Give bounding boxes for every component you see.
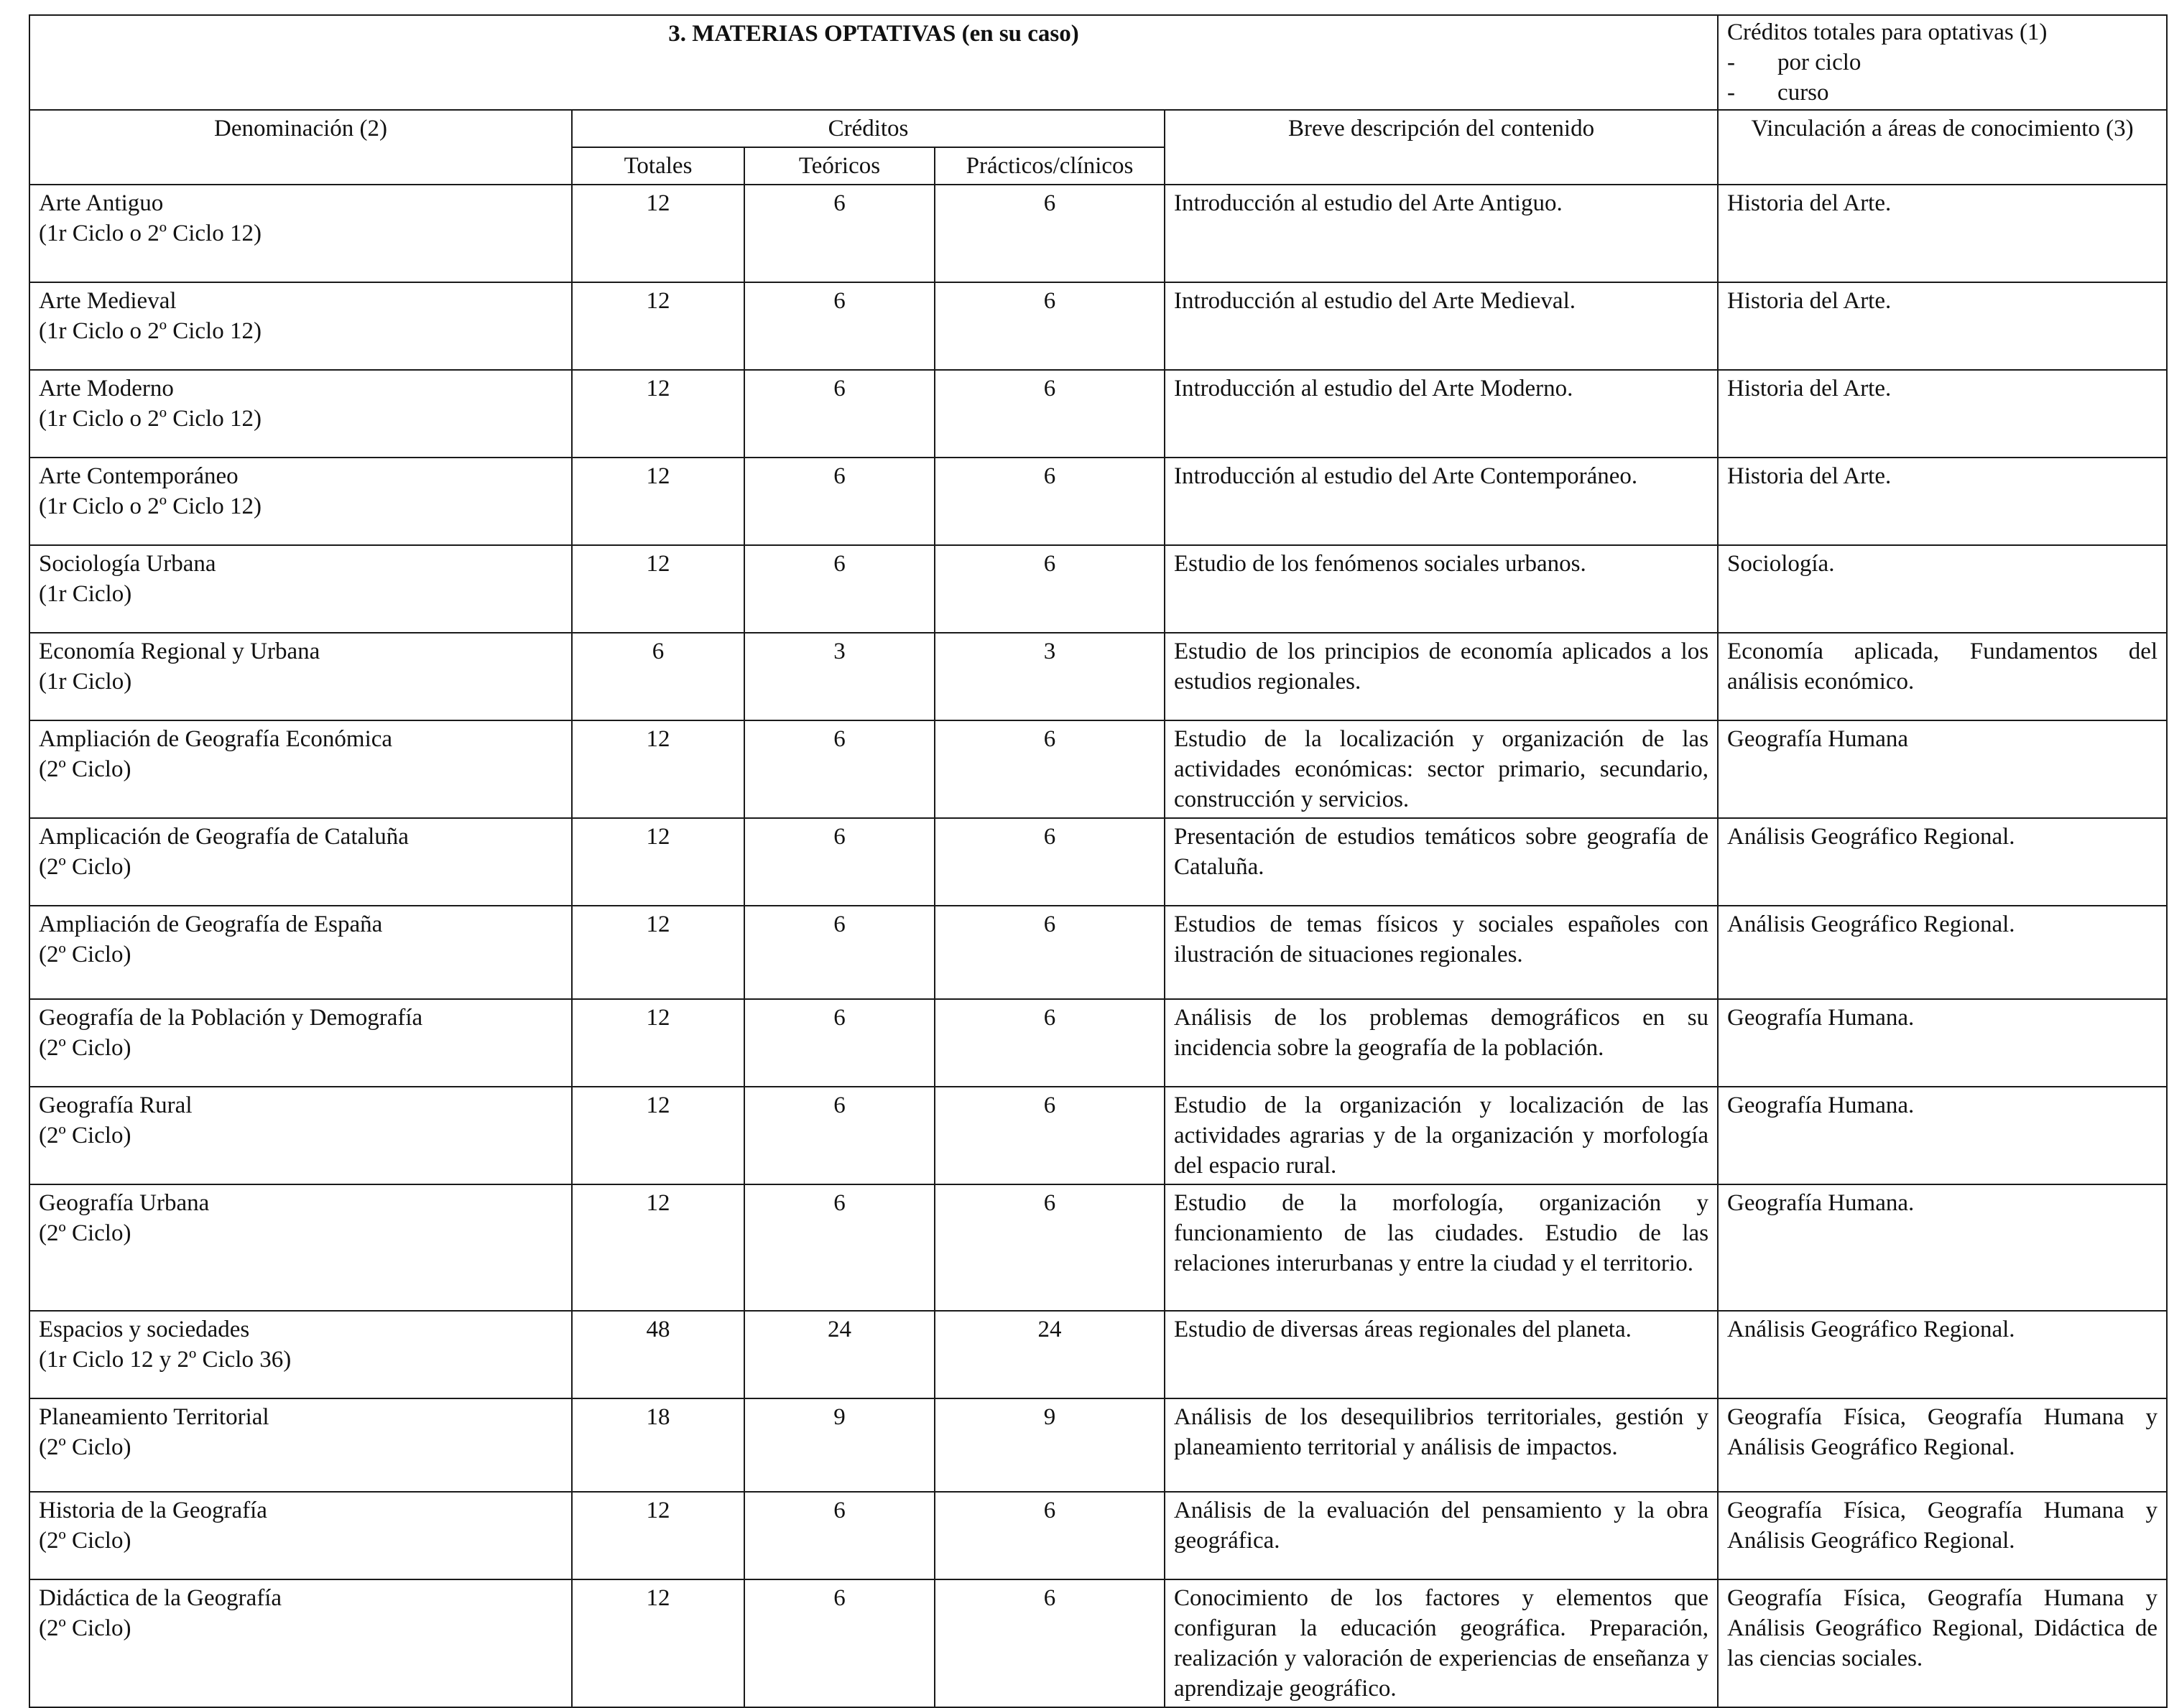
table-row — [29, 633, 2167, 720]
row-totales: 12 — [572, 545, 744, 633]
row-descripcion: Estudios de temas físicos y sociales españoles con ilustración de situaciones regionales. — [1165, 906, 1718, 999]
header-descripcion: Breve descripción del contenido — [1165, 110, 1718, 185]
subject-cycle: (1r Ciclo o 2º Ciclo 12) — [39, 406, 262, 432]
row-descripcion: Estudio de la morfología, organización y funcionamiento de las ciudades. Estudio de las relaciones interurbanas y entre la ciudad y el territorio. — [1165, 1184, 1718, 1311]
subject-name: Arte Antiguo — [39, 190, 164, 216]
table-row — [29, 720, 2167, 818]
row-practicos: 6 — [935, 1579, 1165, 1707]
table-row — [29, 818, 2167, 906]
row-teoricos: 6 — [744, 720, 935, 818]
row-teoricos: 6 — [744, 370, 935, 458]
subject-cycle: (2º Ciclo) — [39, 1123, 131, 1148]
row-denominacion — [29, 282, 572, 370]
row-practicos: 9 — [935, 1398, 1165, 1492]
row-practicos: 6 — [935, 282, 1165, 370]
subject-cycle: (1r Ciclo) — [39, 669, 132, 695]
row-denominacion — [29, 906, 572, 999]
subject-name: Amplicación de Geografía de Cataluña — [39, 824, 409, 850]
subject-name: Ampliación de Geografía de España — [39, 911, 383, 937]
subject-name: Arte Contemporáneo — [39, 463, 239, 489]
row-teoricos: 6 — [744, 818, 935, 906]
subject-name: Geografía Urbana — [39, 1190, 210, 1216]
subject-cycle: (1r Ciclo o 2º Ciclo 12) — [39, 221, 262, 246]
row-descripcion: Análisis de los problemas demográficos en su incidencia sobre la geografía de la población. — [1165, 999, 1718, 1087]
row-denominacion — [29, 185, 572, 282]
row-vinculacion: Geografía Física, Geografía Humana y Análisis Geográfico Regional. — [1718, 1492, 2167, 1579]
row-totales: 48 — [572, 1311, 744, 1398]
row-denominacion — [29, 1579, 572, 1707]
row-teoricos: 6 — [744, 1087, 935, 1184]
row-practicos: 6 — [935, 370, 1165, 458]
row-vinculacion: Sociología. — [1718, 545, 2167, 633]
subject-cycle: (2º Ciclo) — [39, 1528, 131, 1554]
optional-subjects-table — [29, 14, 2168, 1708]
table-row — [29, 370, 2167, 458]
subject-cycle: (2º Ciclo) — [39, 1035, 131, 1061]
row-denominacion — [29, 1184, 572, 1311]
header-totales: Totales — [572, 147, 744, 185]
subject-name: Planeamiento Territorial — [39, 1404, 269, 1430]
row-teoricos: 6 — [744, 1579, 935, 1707]
credits-note-item: - curso — [1727, 80, 1829, 106]
table-row — [29, 1579, 2167, 1707]
row-practicos: 6 — [935, 185, 1165, 282]
row-denominacion — [29, 999, 572, 1087]
row-teoricos: 6 — [744, 1184, 935, 1311]
row-practicos: 6 — [935, 818, 1165, 906]
table-row — [29, 999, 2167, 1087]
row-denominacion — [29, 545, 572, 633]
subject-name: Didáctica de la Geografía — [39, 1585, 282, 1611]
row-descripcion: Presentación de estudios temáticos sobre geografía de Cataluña. — [1165, 818, 1718, 906]
subject-name: Sociología Urbana — [39, 551, 216, 577]
row-totales: 12 — [572, 370, 744, 458]
subject-name: Economía Regional y Urbana — [39, 639, 320, 664]
subject-name: Geografía de la Población y Demografía — [39, 1005, 423, 1031]
subject-name: Ampliación de Geografía Económica — [39, 726, 393, 752]
row-practicos: 6 — [935, 999, 1165, 1087]
subject-cycle: (2º Ciclo) — [39, 854, 131, 880]
row-totales: 12 — [572, 185, 744, 282]
row-practicos: 6 — [935, 1087, 1165, 1184]
header-teoricos: Teóricos — [744, 147, 935, 185]
row-teoricos: 6 — [744, 458, 935, 545]
row-descripcion: Introducción al estudio del Arte Contemporáneo. — [1165, 458, 1718, 545]
row-denominacion — [29, 1311, 572, 1398]
row-totales: 18 — [572, 1398, 744, 1492]
subject-name: Arte Medieval — [39, 288, 177, 314]
header-row — [29, 110, 2167, 147]
row-denominacion — [29, 370, 572, 458]
credits-note-item: - por ciclo — [1727, 50, 1862, 75]
subject-cycle: (1r Ciclo) — [39, 581, 132, 607]
row-vinculacion: Análisis Geográfico Regional. — [1718, 1311, 2167, 1398]
row-totales: 6 — [572, 633, 744, 720]
row-descripcion: Análisis de la evaluación del pensamiento y la obra geográfica. — [1165, 1492, 1718, 1579]
header-practicos: Prácticos/clínicos — [935, 147, 1165, 185]
row-vinculacion: Análisis Geográfico Regional. — [1718, 906, 2167, 999]
row-teoricos: 6 — [744, 545, 935, 633]
row-totales: 12 — [572, 458, 744, 545]
row-totales: 12 — [572, 720, 744, 818]
row-denominacion — [29, 633, 572, 720]
row-denominacion — [29, 1398, 572, 1492]
row-teoricos: 9 — [744, 1398, 935, 1492]
subject-cycle: (2º Ciclo) — [39, 1434, 131, 1460]
subject-cycle: (1r Ciclo o 2º Ciclo 12) — [39, 318, 262, 344]
table-row — [29, 185, 2167, 282]
table-title: 3. MATERIAS OPTATIVAS (en su caso) — [29, 15, 1718, 110]
row-descripcion: Introducción al estudio del Arte Moderno. — [1165, 370, 1718, 458]
table-row — [29, 1184, 2167, 1311]
row-teoricos: 24 — [744, 1311, 935, 1398]
row-vinculacion: Geografía Física, Geografía Humana y Análisis Geográfico Regional, Didáctica de las ciencias sociales. — [1718, 1579, 2167, 1707]
table-row — [29, 282, 2167, 370]
row-vinculacion: Historia del Arte. — [1718, 370, 2167, 458]
row-practicos: 24 — [935, 1311, 1165, 1398]
row-practicos: 6 — [935, 720, 1165, 818]
row-denominacion — [29, 818, 572, 906]
table-row — [29, 1087, 2167, 1184]
row-totales: 12 — [572, 282, 744, 370]
header-creditos: Créditos — [572, 110, 1165, 147]
header-denominacion: Denominación (2) — [29, 110, 572, 185]
subject-name: Arte Moderno — [39, 376, 174, 402]
row-vinculacion: Geografía Humana. — [1718, 1087, 2167, 1184]
row-descripcion: Estudio de los fenómenos sociales urbanos. — [1165, 545, 1718, 633]
row-totales: 12 — [572, 906, 744, 999]
title-row — [29, 15, 2167, 110]
row-totales: 12 — [572, 818, 744, 906]
row-descripcion: Análisis de los desequilibrios territoriales, gestión y planeamiento territorial y análisis de impactos. — [1165, 1398, 1718, 1492]
table-row — [29, 1311, 2167, 1398]
subject-cycle: (2º Ciclo) — [39, 1615, 131, 1641]
row-vinculacion: Geografía Humana. — [1718, 1184, 2167, 1311]
row-practicos: 6 — [935, 1492, 1165, 1579]
row-vinculacion: Análisis Geográfico Regional. — [1718, 818, 2167, 906]
table-row — [29, 1398, 2167, 1492]
table-body — [29, 185, 2167, 1707]
row-descripcion: Introducción al estudio del Arte Antiguo. — [1165, 185, 1718, 282]
subject-cycle: (2º Ciclo) — [39, 1220, 131, 1246]
row-teoricos: 6 — [744, 906, 935, 999]
row-vinculacion: Geografía Física, Geografía Humana y Análisis Geográfico Regional. — [1718, 1398, 2167, 1492]
row-practicos: 6 — [935, 1184, 1165, 1311]
row-totales: 12 — [572, 1579, 744, 1707]
subject-name: Historia de la Geografía — [39, 1498, 267, 1523]
row-vinculacion: Historia del Arte. — [1718, 458, 2167, 545]
row-descripcion: Estudio de diversas áreas regionales del planeta. — [1165, 1311, 1718, 1398]
row-vinculacion: Geografía Humana. — [1718, 999, 2167, 1087]
credits-note — [1718, 15, 2167, 110]
table-row — [29, 1492, 2167, 1579]
optional-subjects-sheet — [29, 14, 2166, 1708]
row-vinculacion: Historia del Arte. — [1718, 282, 2167, 370]
row-totales: 12 — [572, 1492, 744, 1579]
subject-cycle: (1r Ciclo 12 y 2º Ciclo 36) — [39, 1347, 292, 1373]
row-denominacion — [29, 458, 572, 545]
subject-name: Geografía Rural — [39, 1092, 193, 1118]
subject-cycle: (1r Ciclo o 2º Ciclo 12) — [39, 493, 262, 519]
row-teoricos: 6 — [744, 282, 935, 370]
row-denominacion — [29, 1087, 572, 1184]
row-descripcion: Estudio de la localización y organización de las actividades económicas: sector primario, secundario, construcción y servicios. — [1165, 720, 1718, 818]
table-row — [29, 458, 2167, 545]
row-denominacion — [29, 720, 572, 818]
row-teoricos: 3 — [744, 633, 935, 720]
row-descripcion: Introducción al estudio del Arte Medieval. — [1165, 282, 1718, 370]
row-descripcion: Estudio de la organización y localización de las actividades agrarias y de la organización y morfología del espacio rural. — [1165, 1087, 1718, 1184]
subject-cycle: (2º Ciclo) — [39, 942, 131, 967]
row-teoricos: 6 — [744, 185, 935, 282]
row-vinculacion: Geografía Humana — [1718, 720, 2167, 818]
row-totales: 12 — [572, 999, 744, 1087]
row-practicos: 6 — [935, 458, 1165, 545]
row-totales: 12 — [572, 1184, 744, 1311]
row-vinculacion: Economía aplicada, Fundamentos del análisis económico. — [1718, 633, 2167, 720]
row-denominacion — [29, 1492, 572, 1579]
row-teoricos: 6 — [744, 1492, 935, 1579]
subject-cycle: (2º Ciclo) — [39, 756, 131, 782]
table-row — [29, 545, 2167, 633]
table-row — [29, 906, 2167, 999]
row-practicos: 3 — [935, 633, 1165, 720]
row-teoricos: 6 — [744, 999, 935, 1087]
row-descripcion: Estudio de los principios de economía aplicados a los estudios regionales. — [1165, 633, 1718, 720]
header-vinculacion: Vinculación a áreas de conocimiento (3) — [1718, 110, 2167, 185]
row-practicos: 6 — [935, 906, 1165, 999]
row-descripcion: Conocimiento de los factores y elementos que configuran la educación geográfica. Preparación, realización y valoración de experiencias de enseñanza y aprendizaje geográfico. — [1165, 1579, 1718, 1707]
row-practicos: 6 — [935, 545, 1165, 633]
row-vinculacion: Historia del Arte. — [1718, 185, 2167, 282]
subject-name: Espacios y sociedades — [39, 1317, 250, 1342]
row-totales: 12 — [572, 1087, 744, 1184]
credits-note-heading: Créditos totales para optativas (1) — [1727, 19, 2048, 45]
